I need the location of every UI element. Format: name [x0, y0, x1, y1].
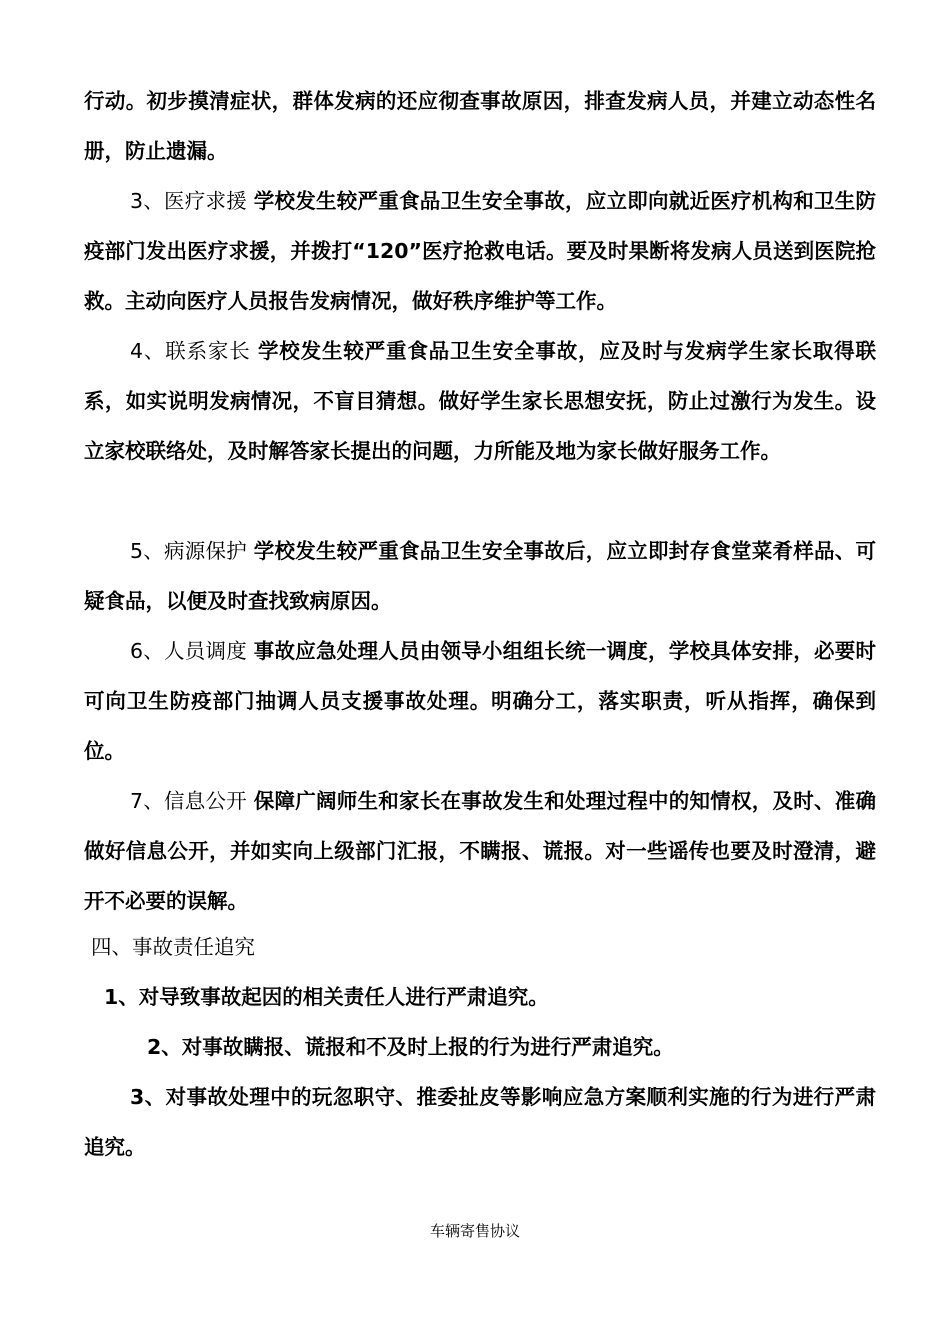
item-body-personnel-dispatch: 事故应急处理人员由领导小组组长统一调度，学校具体安排，必要时可向卫生防疫部门抽调人员支援事故处理。明确分工，落实职责，听从指挥，确保到位。	[84, 639, 876, 763]
item-body-medical-aid: 学校发生较严重食品卫生安全事故，应立即向就近医疗机构和卫生防疫部门发出医疗求援，并拨打“120”医疗抢救电话。要及时果断将发病人员送到医院抢救。主动向医疗人员报告发病情况，做好秩序维护等工作。	[84, 189, 876, 313]
accountability-item-2: 2、对事故瞒报、谎报和不及时上报的行为进行严肃追究。	[147, 1035, 674, 1059]
paragraph-source-protection	[84, 526, 876, 626]
accountability-item-3: 3、对事故处理中的玩忽职守、推委扯皮等影响应急方案顺利实施的行为进行严肃追究。	[84, 1085, 876, 1159]
item-label-information-disclosure: 7、信息公开	[130, 789, 248, 813]
item-label-source-protection: 5、病源保护	[130, 539, 248, 563]
section-heading-accountability: 四、事故责任追究	[91, 935, 255, 959]
item-body-information-disclosure: 保障广阔师生和家长在事故发生和处理过程中的知情权，及时、准确做好信息公开，并如实向上级部门汇报，不瞒报、谎报。对一些谣传也要及时澄清，避开不必要的误解。	[84, 789, 876, 913]
paragraph-personnel-dispatch	[84, 626, 876, 776]
item-label-medical-aid: 3、医疗求援	[130, 189, 248, 213]
paragraph-continued: 行动。初步摸清症状，群体发病的还应彻查事故原因，排查发病人员，并建立动态性名册，防止遗漏。	[84, 89, 876, 163]
paragraph-information-disclosure	[84, 776, 876, 926]
paragraph-contact-parents	[84, 326, 876, 476]
item-label-personnel-dispatch: 6、人员调度	[130, 639, 248, 663]
accountability-item-1: 1、对导致事故起因的相关责任人进行严肃追究。	[104, 985, 549, 1009]
paragraph-medical-aid	[84, 176, 876, 326]
item-body-source-protection: 学校发生较严重食品卫生安全事故后，应立即封存食堂菜肴样品、可疑食品，以便及时查找致病原因。	[84, 539, 876, 613]
page-footer: 车辆寄售协议	[429, 1222, 520, 1240]
item-body-contact-parents: 学校发生较严重食品卫生安全事故，应及时与发病学生家长取得联系，如实说明发病情况，不盲目猜想。做好学生家长思想安抚，防止过激行为发生。设立家校联络处，及时解答家长提出的问题，力所能及地为家长做好服务工作。	[84, 339, 876, 463]
item-label-contact-parents: 4、联系家长	[130, 339, 251, 363]
